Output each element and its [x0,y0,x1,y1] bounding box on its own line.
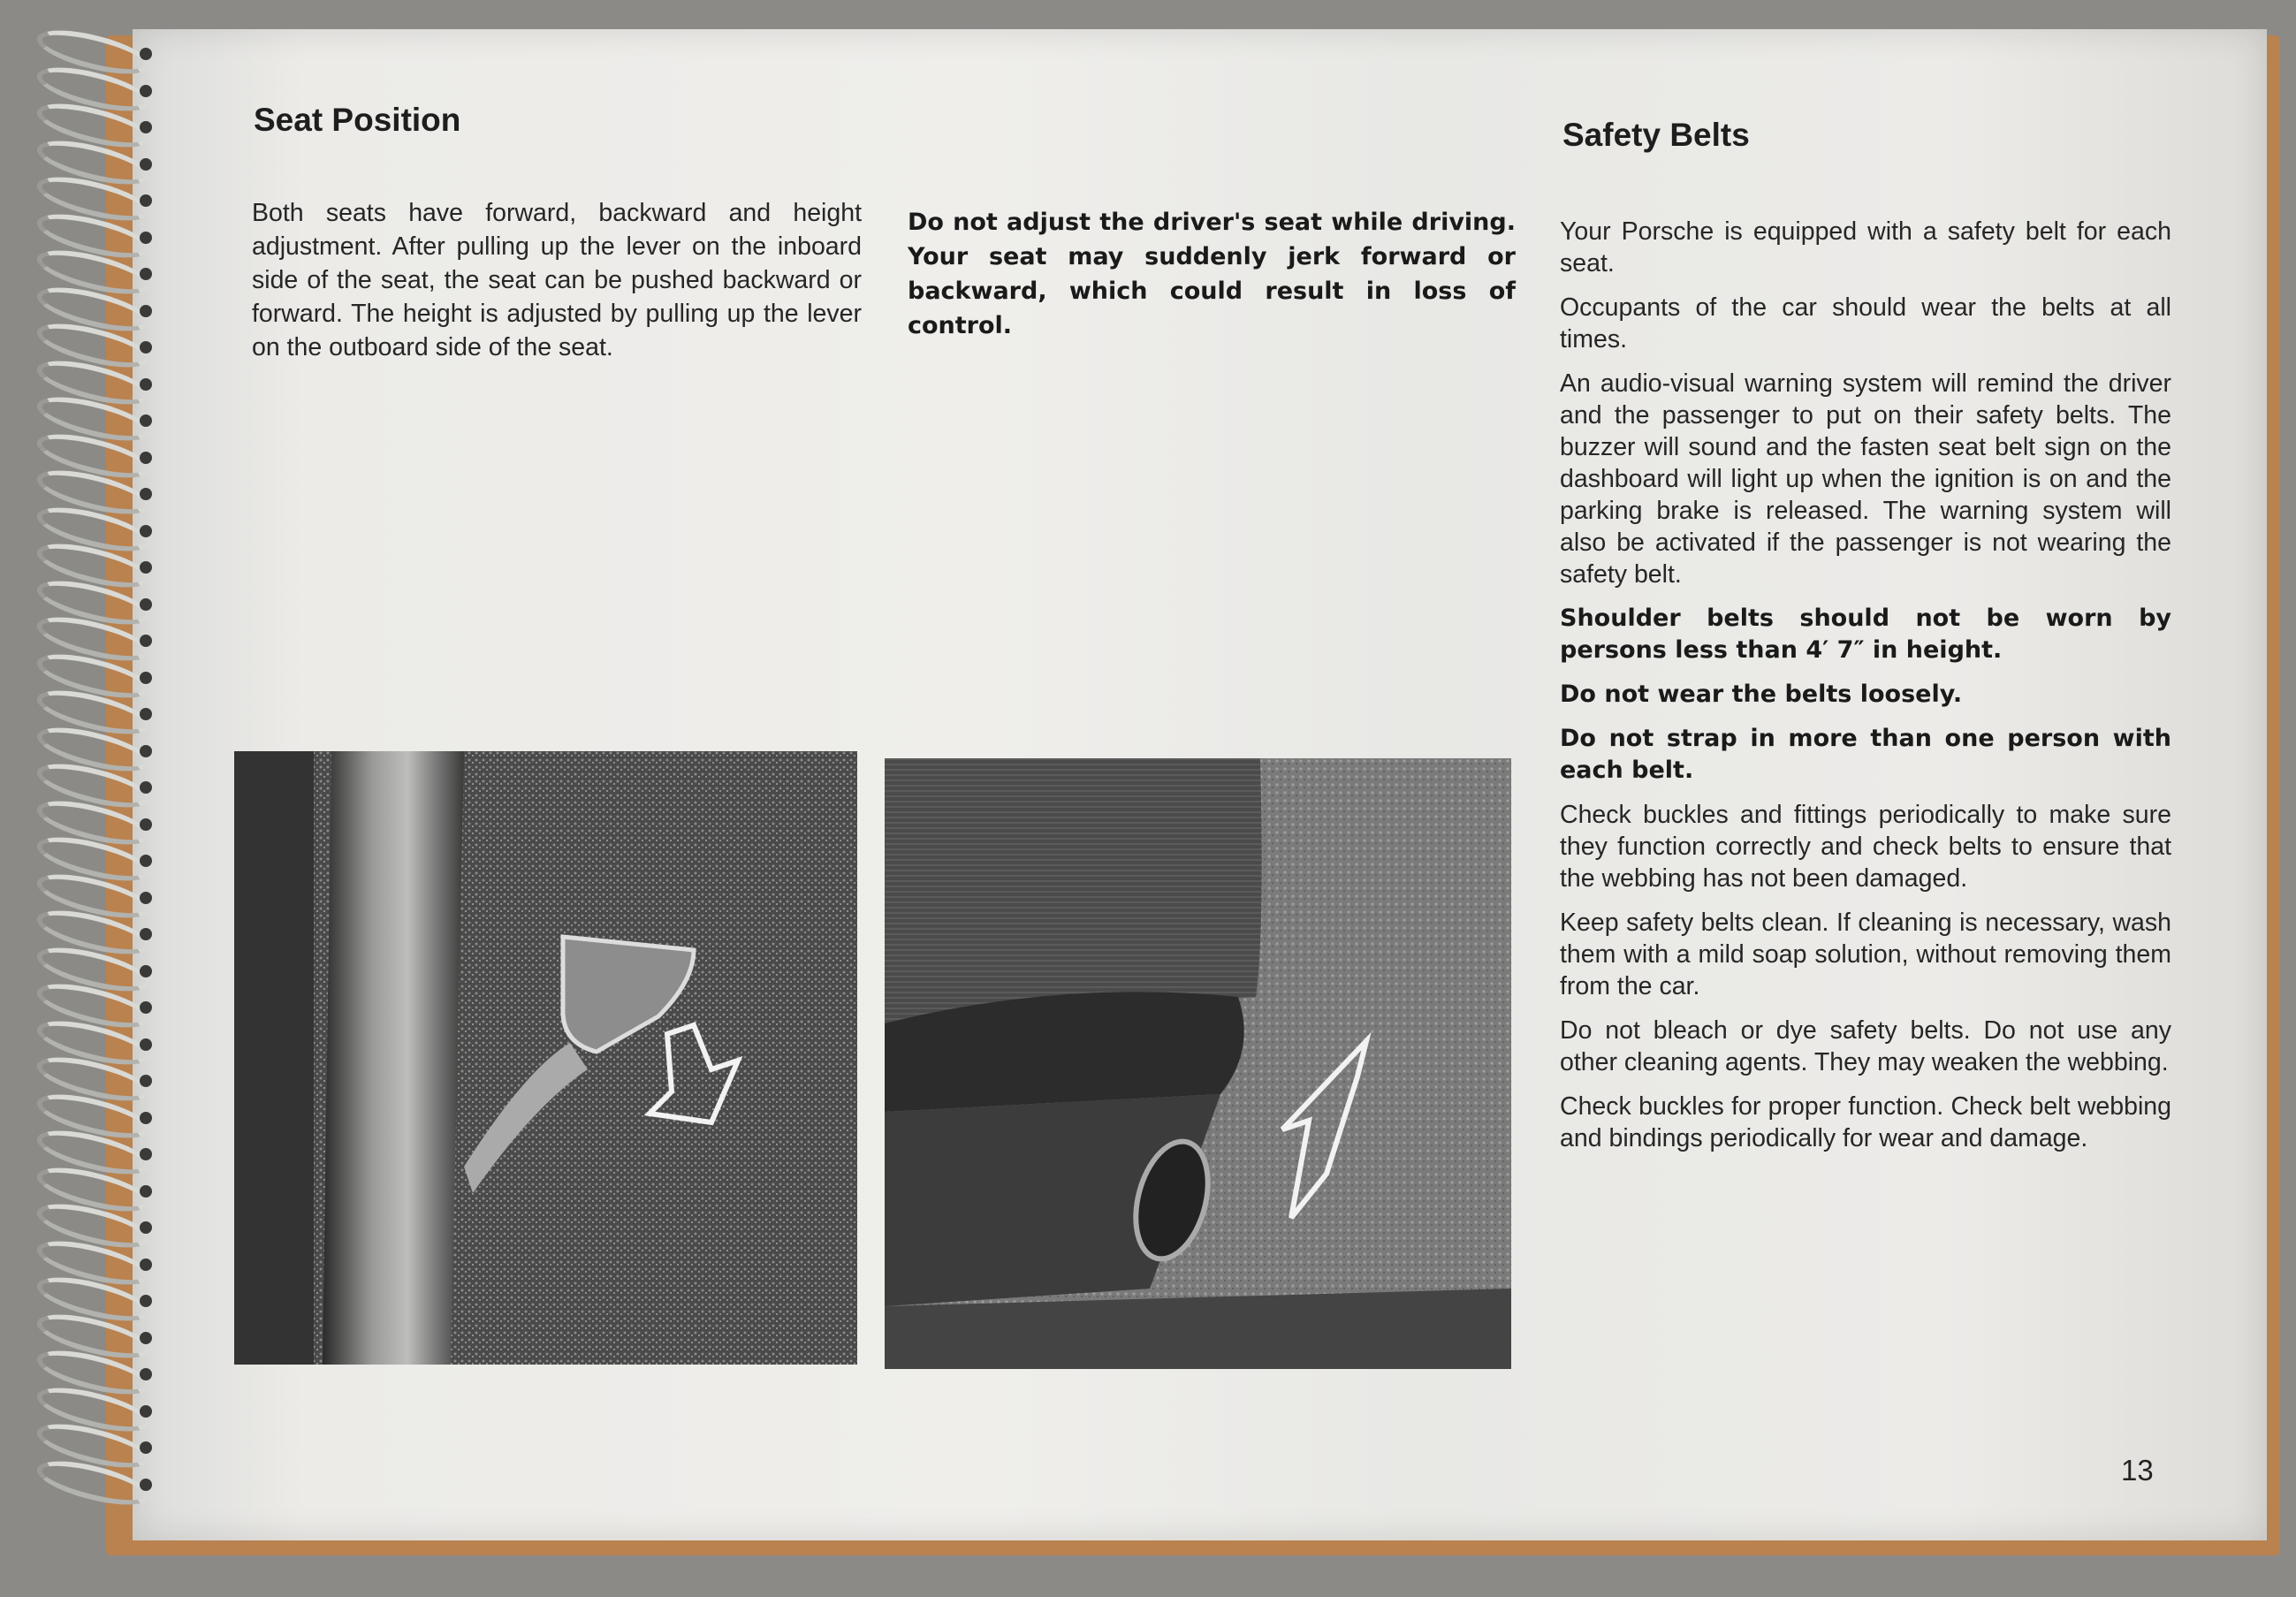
safety-paragraph: Keep safety belts clean. If cleaning is necessary, wash them with a mild soap solution, without removing them from the car. [1560,909,2171,1000]
safety-paragraph: An audio-visual warning system will remind the driver and the passenger to put on their safety belts. The buzzer will sound and the fasten seat belt sign on the dashboard will light up when the ignition is on and the parking brake is released. The warning system will also be activated if the passenger is not wearing the safety belt. [1560,369,2171,589]
binding-hole [140,232,152,244]
safety-belts-heading: Safety Belts [1562,117,1750,153]
binding-hole [140,414,152,427]
seat-position-text [252,196,862,376]
binding-hole [140,1148,152,1160]
seat-warning [908,205,1516,355]
binding-hole [140,818,152,831]
binding-hole [140,1075,152,1087]
seat-position-body: Both seats have forward, backward and height adjustment. After pulling up the lever on the inboard side of the seat, the seat can be pushed backward or forward. The height is adjusted by pulling up the lever on the outboard side of the seat. [252,199,862,361]
binding-hole [140,194,152,207]
binding-hole [140,598,152,611]
binding-hole [140,1479,152,1491]
binding-hole [140,561,152,574]
safety-paragraph: Do not bleach or dye safety belts. Do not use any other cleaning agents. They may weaken the webbing. [1560,1016,2171,1076]
binding-hole [140,1112,152,1124]
binding-hole [140,1185,152,1198]
binding-hole [140,928,152,940]
page-number: 13 [2121,1454,2154,1487]
binding-hole [140,85,152,97]
binding-hole [140,452,152,464]
binding-hole [140,1001,152,1014]
safety-paragraph: Occupants of the car should wear the belts at all times. [1560,293,2171,354]
binding-hole [140,635,152,647]
binding-hole [140,378,152,391]
safety-warning-paragraph: Do not strap in more than one person with each belt. [1560,725,2171,784]
seat-lever-outboard-photo [885,758,1511,1369]
binding-hole [140,745,152,757]
safety-belts-text [1560,216,2171,1167]
safety-warning-paragraph: Do not wear the belts loosely. [1560,681,1963,708]
safety-paragraph: Check buckles and fittings periodically to make sure they function correctly and check belts to ensure that the webbing has not been damaged. [1560,801,2171,893]
safety-paragraph: Your Porsche is equipped with a safety belt for each seat. [1560,217,2171,278]
safety-warning-paragraph: Shoulder belts should not be worn by persons less than 4′ 7″ in height. [1560,605,2171,664]
safety-paragraph: Check buckles for proper function. Check belt webbing and bindings periodically for wear and damage. [1560,1092,2171,1152]
binding-hole [140,488,152,500]
binding-hole [140,672,152,684]
seat-lever-inboard-photo [234,751,857,1365]
binding-hole [140,1332,152,1344]
binding-hole [140,1221,152,1234]
binding-hole [140,781,152,794]
binding-hole [140,708,152,720]
binding-hole [140,48,152,60]
binding-hole [140,1405,152,1418]
binding-hole [140,525,152,537]
binding-hole [140,1441,152,1454]
binding-hole [140,341,152,354]
binding-hole [140,965,152,977]
binding-hole [140,158,152,171]
binding-hole [140,1295,152,1307]
binding-hole [140,1038,152,1051]
spiral-binding [27,35,150,1538]
binding-hole [140,855,152,867]
binding-hole [140,268,152,280]
binding-hole [140,1259,152,1271]
binding-hole [140,1368,152,1380]
seat-warning-text: Do not adjust the driver's seat while driving. Your seat may suddenly jerk forward or backward, which could result in loss of control. [908,209,1516,339]
binding-hole [140,305,152,317]
seat-position-heading: Seat Position [254,102,461,138]
binding-hole [140,892,152,904]
binding-hole [140,121,152,133]
